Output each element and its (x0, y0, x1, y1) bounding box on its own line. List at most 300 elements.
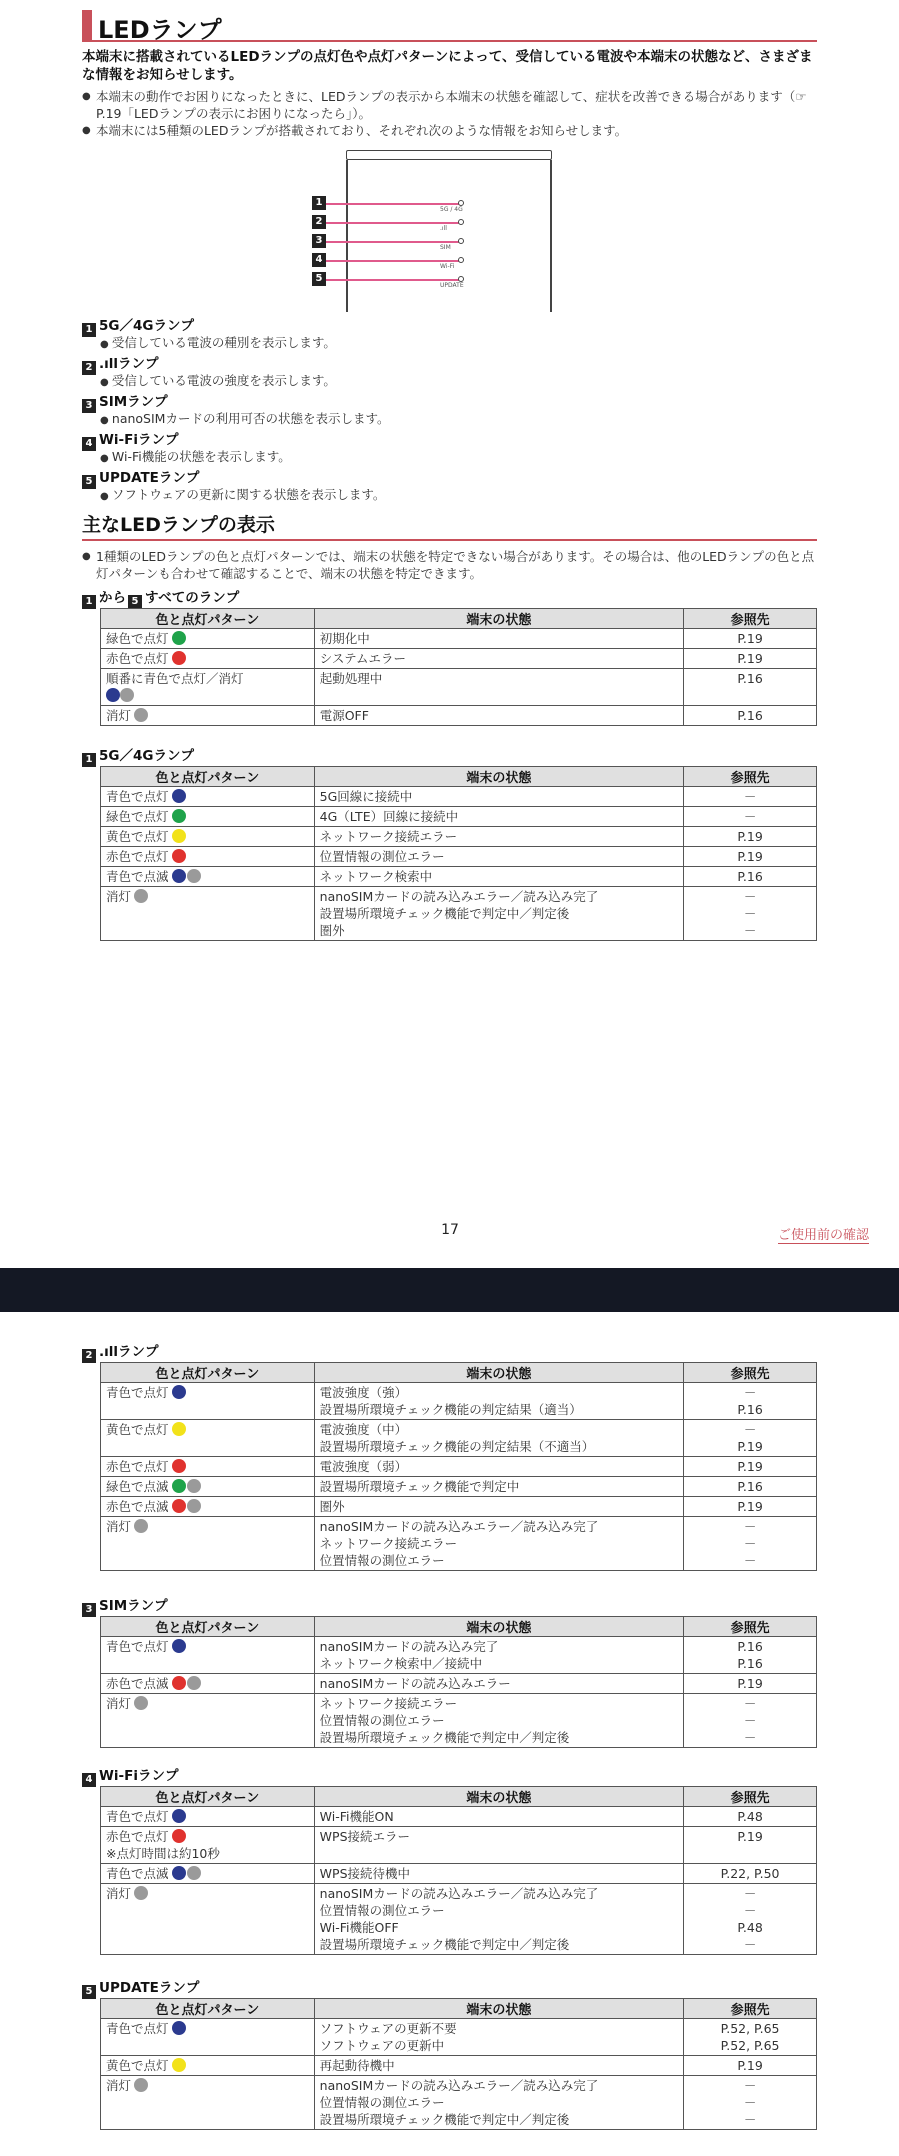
blue-led-icon (172, 1809, 186, 1823)
lamp-description: ● 受信している電波の強度を表示します。 (100, 371, 336, 389)
header-ref: 参照先 (684, 1787, 817, 1807)
number-badge: 5 (128, 595, 142, 609)
status-line: 設置場所環境チェック機能で判定中／判定後 (319, 1937, 570, 1952)
ref-line: － (743, 2078, 757, 2093)
ref-cell (684, 2019, 817, 2056)
ref-line: － (743, 2095, 757, 2110)
status-cell (314, 1477, 683, 1497)
lamp-name: Wi-Fiランプ (99, 432, 179, 448)
pattern-cell (101, 2056, 315, 2076)
page-number: 17 (441, 1222, 459, 1238)
number-badge: 1 (82, 753, 96, 767)
ref-cell (684, 1674, 817, 1694)
ref-cell (684, 629, 817, 649)
table-row (101, 887, 817, 941)
ref-line: － (743, 923, 757, 938)
ref-line: P.19 (737, 1676, 763, 1691)
header-pattern: 色と点灯パターン (101, 1787, 315, 1807)
status-line: 設置場所環境チェック機能で判定中／判定後 (319, 2112, 570, 2127)
table-heading-all-lamps (82, 586, 239, 609)
ref-line: － (743, 906, 757, 921)
ref-line: P.16 (737, 869, 763, 884)
pattern-label: 黄色で点灯 (106, 829, 169, 844)
red-led-icon (172, 651, 186, 665)
pattern-cell (101, 867, 315, 887)
table-row (101, 1497, 817, 1517)
red-led-icon (172, 1829, 186, 1843)
pattern-label: 赤色で点灯 (106, 1459, 169, 1474)
table-row (101, 1457, 817, 1477)
table-row (101, 1694, 817, 1748)
pattern-label: 青色で点灯 (106, 1639, 169, 1654)
status-line: 位置情報の測位エラー (319, 1713, 445, 1728)
yellow-led-icon (172, 2058, 186, 2072)
ref-line: P.16 (737, 1656, 763, 1671)
pattern-label: 消灯 (106, 708, 132, 723)
status-cell (314, 669, 683, 706)
table-heading-5g4g (82, 744, 194, 767)
status-cell (314, 827, 683, 847)
table-header-row (101, 1363, 817, 1383)
ref-cell (684, 2056, 817, 2076)
lead-text: 本端末に搭載されているLEDランプの点灯色や点灯パターンによって、受信している電波や本端末の状態など、さまざまな情報をお知らせします。 (82, 49, 813, 83)
ref-line: P.19 (737, 651, 763, 666)
ref-cell (684, 867, 817, 887)
ref-line: － (743, 1385, 757, 1400)
header-pattern: 色と点灯パターン (101, 767, 315, 787)
pattern-label: 消灯 (106, 1519, 132, 1534)
status-cell (314, 1497, 683, 1517)
led-dot-icon (458, 238, 464, 244)
led-dot-icon (458, 219, 464, 225)
status-cell (314, 629, 683, 649)
status-line: 設置場所環境チェック機能で判定中／判定後 (319, 1730, 570, 1745)
pattern-cell (101, 1420, 315, 1457)
header-pattern: 色と点灯パターン (101, 1999, 315, 2019)
figure-led-number: 2 (312, 215, 326, 229)
pattern-subnote: ※点灯時間は約10秒 (106, 1846, 220, 1861)
status-line: 電源OFF (319, 708, 369, 723)
ref-cell (684, 807, 817, 827)
page-title-bar (82, 8, 817, 42)
figure-led-number: 4 (312, 253, 326, 267)
gray-led-icon (134, 2078, 148, 2092)
table-row (101, 1884, 817, 1955)
pattern-cell (101, 2076, 315, 2130)
pattern-cell (101, 887, 315, 941)
pattern-cell (101, 1477, 315, 1497)
ref-line: P.16 (737, 671, 763, 686)
ref-line: － (743, 1886, 757, 1901)
table-row (101, 847, 817, 867)
ref-line: － (743, 1536, 757, 1551)
device-top-edge (346, 150, 552, 160)
pattern-cell (101, 1864, 315, 1884)
status-cell (314, 1827, 683, 1864)
status-line: 電波強度（中） (319, 1422, 408, 1437)
pattern-label: 赤色で点灯 (106, 1829, 169, 1844)
status-line: 位置情報の測位エラー (319, 2095, 445, 2110)
table-row (101, 629, 817, 649)
ref-cell (684, 649, 817, 669)
status-line: ネットワーク接続エラー (319, 1536, 458, 1551)
ref-line: P.19 (737, 849, 763, 864)
gray-led-icon (187, 1499, 201, 1513)
status-line: ソフトウェアの更新不要 (319, 2021, 457, 2036)
ref-cell (684, 1637, 817, 1674)
ref-cell (684, 1457, 817, 1477)
ref-line: P.19 (737, 631, 763, 646)
figure-led-number: 1 (312, 196, 326, 210)
ref-line: － (743, 1553, 757, 1568)
pattern-label: 青色で点灯 (106, 1385, 169, 1400)
status-line: 初期化中 (319, 631, 370, 646)
status-line: nanoSIMカードの読み込みエラー (319, 1676, 511, 1691)
table-update-lamp (100, 1998, 817, 2130)
status-cell (314, 1884, 683, 1955)
status-line: 5G回線に接続中 (319, 789, 413, 804)
pattern-cell (101, 1517, 315, 1571)
blue-led-icon (172, 869, 186, 883)
gray-led-icon (134, 708, 148, 722)
yellow-led-icon (172, 1422, 186, 1436)
page-title: LEDランプ (98, 16, 222, 44)
pattern-cell (101, 827, 315, 847)
table-row (101, 1864, 817, 1884)
pattern-label: 青色で点灯 (106, 1809, 169, 1824)
table-row (101, 1477, 817, 1497)
ref-line: － (743, 1903, 757, 1918)
ref-line: － (743, 1937, 757, 1952)
header-status: 端末の状態 (314, 1363, 683, 1383)
header-ref: 参照先 (684, 609, 817, 629)
lamp-description: ● ソフトウェアの更新に関する状態を表示します。 (100, 485, 385, 503)
blue-led-icon (172, 1639, 186, 1653)
pattern-label: 青色で点灯 (106, 789, 169, 804)
heading-part: 5G／4Gランプ (99, 748, 194, 764)
number-badge: 2 (82, 361, 96, 375)
section-title: 主なLEDランプの表示 (82, 513, 817, 541)
table-5g4g-lamp (100, 766, 817, 941)
status-cell (314, 2056, 683, 2076)
pattern-label: 緑色で点滅 (106, 1479, 169, 1494)
pattern-label: 緑色で点灯 (106, 809, 169, 824)
status-line: ネットワーク接続エラー (319, 1696, 458, 1711)
status-line: ソフトウェアの更新中 (319, 2038, 445, 2053)
status-cell (314, 787, 683, 807)
status-line: 電波強度（強） (319, 1385, 408, 1400)
green-led-icon (172, 809, 186, 823)
pattern-cell (101, 847, 315, 867)
gray-led-icon (134, 1519, 148, 1533)
pattern-cell (101, 1383, 315, 1420)
table-row (101, 2076, 817, 2130)
status-cell (314, 807, 683, 827)
ref-line: － (743, 1696, 757, 1711)
intro-bullet: ● 本端末には5種類のLEDランプが搭載されており、それぞれ次のような情報をお知らせします。 (82, 122, 817, 139)
figure-leader-line (326, 222, 460, 224)
page-separator-band (0, 1268, 899, 1312)
status-line: ネットワーク検索中 (319, 869, 433, 884)
table-row (101, 1637, 817, 1674)
ref-line: P.19 (737, 1459, 763, 1474)
ref-cell (684, 706, 817, 726)
table-header-row (101, 1787, 817, 1807)
pattern-cell (101, 1497, 315, 1517)
pattern-cell (101, 706, 315, 726)
pattern-label: 消灯 (106, 1696, 132, 1711)
table-heading-update (82, 1976, 199, 1999)
pattern-label: 順番に青色で点灯／消灯 (106, 671, 244, 686)
yellow-led-icon (172, 829, 186, 843)
pattern-cell (101, 629, 315, 649)
lamp-description: ● Wi-Fi機能の状態を表示します。 (100, 447, 291, 465)
table-wifi-lamp (100, 1786, 817, 1955)
status-cell (314, 1807, 683, 1827)
pattern-cell (101, 669, 315, 706)
gray-led-icon (134, 889, 148, 903)
ref-cell (684, 2076, 817, 2130)
status-cell (314, 706, 683, 726)
pattern-label: 赤色で点灯 (106, 651, 169, 666)
figure-leader-line (326, 203, 460, 205)
status-line: nanoSIMカードの読み込み完了 (319, 1639, 499, 1654)
red-led-icon (172, 1676, 186, 1690)
red-led-icon (172, 849, 186, 863)
header-pattern: 色と点灯パターン (101, 1363, 315, 1383)
status-line: システムエラー (319, 651, 406, 666)
pattern-label: 黄色で点灯 (106, 1422, 169, 1437)
ref-cell (684, 1827, 817, 1864)
figure-led-number: 3 (312, 234, 326, 248)
status-cell (314, 1674, 683, 1694)
ref-cell (684, 1497, 817, 1517)
status-line: ネットワーク検索中／接続中 (319, 1656, 483, 1671)
manual-page-18 (0, 1312, 899, 2156)
status-line: nanoSIMカードの読み込みエラー／読み込み完了 (319, 889, 599, 904)
status-line: 圏外 (319, 1499, 345, 1514)
pattern-cell (101, 1637, 315, 1674)
ref-line: P.16 (737, 708, 763, 723)
table-row (101, 1827, 817, 1864)
pattern-cell (101, 1457, 315, 1477)
number-badge: 5 (82, 475, 96, 489)
figure-leader-line (326, 241, 460, 243)
figure-led-number: 5 (312, 272, 326, 286)
table-row (101, 827, 817, 847)
status-line: Wi-Fi機能ON (319, 1809, 394, 1824)
status-cell (314, 1383, 683, 1420)
status-line: Wi-Fi機能OFF (319, 1920, 399, 1935)
header-ref: 参照先 (684, 1617, 817, 1637)
status-line: nanoSIMカードの読み込みエラー／読み込み完了 (319, 1519, 599, 1534)
status-line: WPS接続エラー (319, 1829, 411, 1844)
ref-cell (684, 1517, 817, 1571)
status-cell (314, 1864, 683, 1884)
pattern-label: 黄色で点灯 (106, 2058, 169, 2073)
gray-led-icon (187, 869, 201, 883)
status-cell (314, 887, 683, 941)
number-badge: 5 (82, 1985, 96, 1999)
status-line: 設置場所環境チェック機能で判定中／判定後 (319, 906, 570, 921)
status-cell (314, 1457, 683, 1477)
table-signal-lamp (100, 1362, 817, 1571)
pattern-label: 青色で点灯 (106, 2021, 169, 2036)
ref-cell (684, 1807, 817, 1827)
status-cell (314, 847, 683, 867)
header-ref: 参照先 (684, 1999, 817, 2019)
status-cell (314, 1694, 683, 1748)
intro-bullet: ● 本端末の動作でお困りになったときに、LEDランプの表示から本端末の状態を確認して、症状を改善できる場合があります（☞P.19「LEDランプの表示にお困りになったら」）。 (82, 88, 817, 122)
status-line: 位置情報の測位エラー (319, 1903, 445, 1918)
pattern-cell (101, 649, 315, 669)
figure-leader-line (326, 279, 460, 281)
status-cell (314, 649, 683, 669)
pattern-label: 消灯 (106, 1886, 132, 1901)
status-cell (314, 2076, 683, 2130)
section-note: ● 1種類のLEDランプの色と点灯パターンでは、端末の状態を特定できない場合があります。その場合は、他のLEDランプの色と点灯パターンも合わせて確認することで、端末の状態を特定できます。 (82, 548, 817, 582)
ref-cell (684, 827, 817, 847)
blue-led-icon (106, 688, 120, 702)
ref-line: － (743, 1422, 757, 1437)
number-badge: 3 (82, 1603, 96, 1617)
ref-line: P.19 (737, 829, 763, 844)
table-heading-sim (82, 1594, 168, 1617)
gray-led-icon (134, 1696, 148, 1710)
device-right-edge (550, 160, 552, 312)
table-row (101, 1383, 817, 1420)
ref-line: P.16 (737, 1639, 763, 1654)
lamp-name: .ıllランプ (99, 356, 159, 372)
ref-line: － (743, 789, 757, 804)
figure-led-label: SIM (440, 244, 451, 251)
gray-led-icon (134, 1886, 148, 1900)
ref-line: P.16 (737, 1402, 763, 1417)
status-line: 起動処理中 (319, 671, 383, 686)
pattern-label: 赤色で点滅 (106, 1676, 169, 1691)
ref-line: P.52, P.65 (720, 2021, 780, 2036)
table-row (101, 1517, 817, 1571)
red-led-icon (172, 1459, 186, 1473)
figure-led-label: .ıll (440, 225, 447, 232)
ref-line: P.19 (737, 1439, 763, 1454)
ref-line: P.19 (737, 2058, 763, 2073)
table-row (101, 1674, 817, 1694)
ref-cell (684, 847, 817, 867)
status-line: 位置情報の測位エラー (319, 1553, 445, 1568)
pattern-cell (101, 1884, 315, 1955)
number-badge: 4 (82, 1773, 96, 1787)
pattern-label: 赤色で点灯 (106, 849, 169, 864)
header-ref: 参照先 (684, 1363, 817, 1383)
gray-led-icon (187, 1866, 201, 1880)
pattern-cell (101, 1674, 315, 1694)
table-sim-lamp (100, 1616, 817, 1748)
table-row (101, 867, 817, 887)
ref-line: P.16 (737, 1479, 763, 1494)
pattern-cell (101, 807, 315, 827)
ref-line: P.22, P.50 (720, 1866, 780, 1881)
ref-cell (684, 1383, 817, 1420)
figure-led-label: Wi-Fi (440, 263, 455, 270)
status-line: 位置情報の測位エラー (319, 849, 445, 864)
status-cell (314, 2019, 683, 2056)
gray-led-icon (187, 1479, 201, 1493)
pattern-cell (101, 1694, 315, 1748)
led-dot-icon (458, 257, 464, 263)
pattern-label: 赤色で点滅 (106, 1499, 169, 1514)
number-badge: 2 (82, 1349, 96, 1363)
gray-led-icon (187, 1676, 201, 1690)
ref-cell (684, 887, 817, 941)
number-badge: 3 (82, 399, 96, 413)
table-header-row (101, 609, 817, 629)
green-led-icon (172, 1479, 186, 1493)
header-status: 端末の状態 (314, 609, 683, 629)
table-heading-wifi (82, 1764, 178, 1787)
header-status: 端末の状態 (314, 1787, 683, 1807)
table-header-row (101, 1617, 817, 1637)
table-row (101, 706, 817, 726)
lamp-description: ● 受信している電波の種別を表示します。 (100, 333, 336, 351)
device-left-edge (346, 160, 348, 312)
footer-section-link[interactable]: ご使用前の確認 (778, 1224, 869, 1244)
lamp-name: 5G／4Gランプ (99, 318, 194, 334)
pattern-cell (101, 787, 315, 807)
ref-line: － (743, 1730, 757, 1745)
device-led-figure (300, 150, 600, 312)
status-line: 設置場所環境チェック機能の判定結果（不適当） (319, 1439, 595, 1454)
heading-part: Wi-Fiランプ (99, 1768, 179, 1784)
header-ref: 参照先 (684, 767, 817, 787)
lamp-description: ● nanoSIMカードの利用可否の状態を表示します。 (100, 409, 389, 427)
ref-cell (684, 669, 817, 706)
status-line: 再起動待機中 (319, 2058, 395, 2073)
ref-cell (684, 1884, 817, 1955)
ref-cell (684, 1694, 817, 1748)
figure-led-label: UPDATE (440, 282, 464, 289)
heading-part: .ıllランプ (99, 1344, 159, 1360)
table-header-row (101, 767, 817, 787)
status-line: 圏外 (319, 923, 345, 938)
table-header-row (101, 1999, 817, 2019)
intro-bullets (82, 88, 817, 139)
lamp-name: SIMランプ (99, 394, 168, 410)
blue-led-icon (172, 1385, 186, 1399)
pattern-label: 青色で点滅 (106, 1866, 169, 1881)
ref-line: － (743, 1713, 757, 1728)
table-row (101, 807, 817, 827)
ref-cell (684, 1864, 817, 1884)
table-row (101, 2056, 817, 2076)
number-badge: 1 (82, 595, 96, 609)
ref-line: P.52, P.65 (720, 2038, 780, 2053)
table-row (101, 649, 817, 669)
heading-part: SIMランプ (99, 1598, 168, 1614)
status-cell (314, 1420, 683, 1457)
green-led-icon (172, 631, 186, 645)
lamp-name: UPDATEランプ (99, 470, 200, 486)
pattern-label: 青色で点滅 (106, 869, 169, 884)
ref-line: － (743, 1519, 757, 1534)
ref-cell (684, 1477, 817, 1497)
ref-line: － (743, 889, 757, 904)
header-pattern: 色と点灯パターン (101, 609, 315, 629)
status-line: WPS接続待機中 (319, 1866, 411, 1881)
pattern-label: 緑色で点灯 (106, 631, 169, 646)
ref-line: P.19 (737, 1829, 763, 1844)
status-cell (314, 1637, 683, 1674)
